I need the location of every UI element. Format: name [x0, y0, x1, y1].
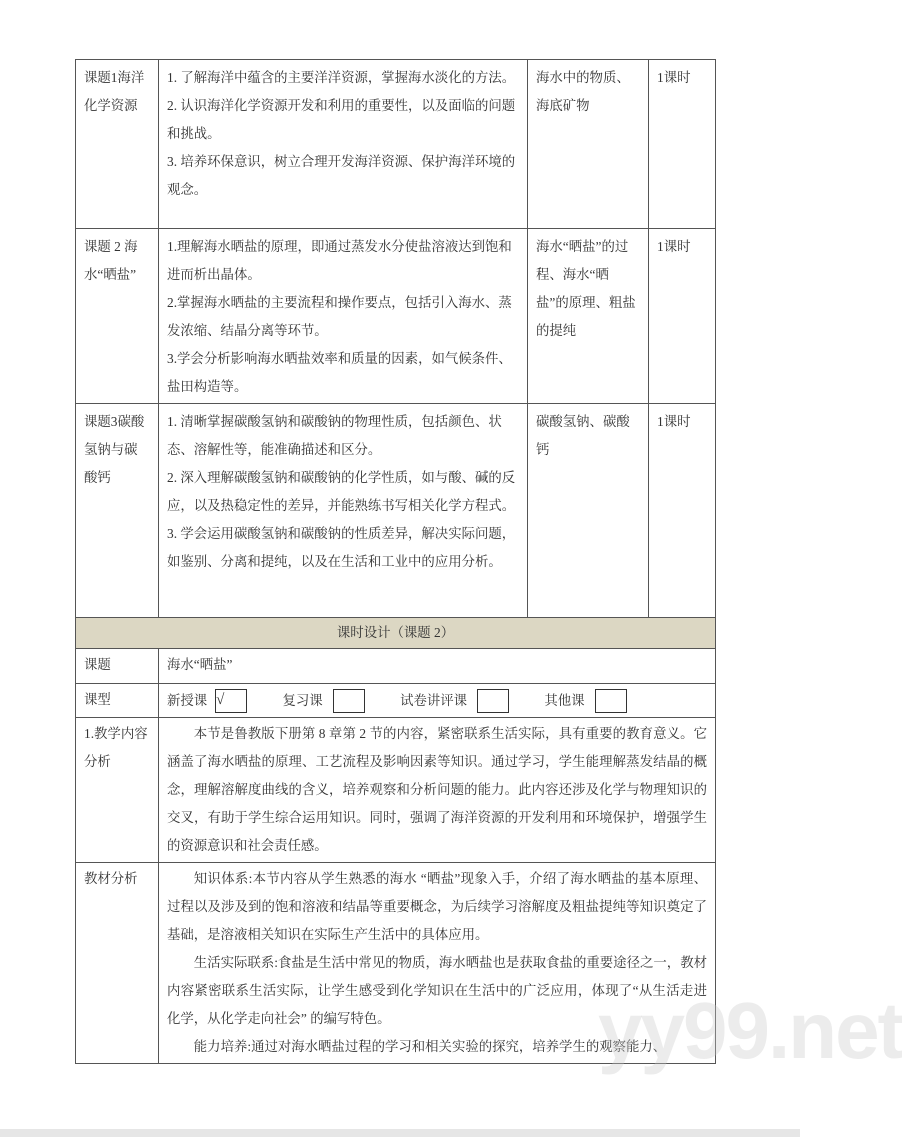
table-row [76, 862, 716, 1063]
textbook-paragraph: 知识体系:本节内容从学生熟悉的海水 “晒盐”现象入手，介绍了海水晒盐的基本原理、过程以及涉及到的饱和溶液和结晶等重要概念，为后续学习溶解度及粗盐提纯等知识奠定了基础，是溶液相关知识在实际生产生活中的具体应用。 [167, 870, 708, 942]
page-bottom-edge [0, 1129, 800, 1137]
checkbox-review-lesson[interactable] [333, 689, 365, 713]
content-analysis-cell [159, 717, 716, 862]
hours-cell: 1课时 [649, 60, 716, 229]
type-option-label: 复习课 [282, 692, 323, 708]
objective: 3. 培养环保意识，树立合理开发海洋资源、保护海洋环境的观念。 [167, 154, 516, 197]
objectives-cell [159, 60, 528, 229]
type-option-label: 新授课 [167, 692, 208, 708]
objective: 2.掌握海水晒盐的主要流程和操作要点，包括引入海水、蒸发浓缩、结晶分离等环节。 [167, 295, 512, 338]
checkbox-other-lesson[interactable] [595, 689, 627, 713]
textbook-paragraph: 生活实际联系:食盐是生活中常见的物质，海水晒盐也是获取食盐的重要途径之一，教材内容紧密联系生活实际，让学生感受到化学知识在生活中的广泛应用，体现了“从生活走进化学，从化学走向社会” 的编写特色。 [167, 954, 708, 1026]
section-header-row [76, 618, 716, 649]
type-option-label: 其他课 [544, 692, 585, 708]
table-row [76, 684, 716, 718]
objective: 1. 清晰掌握碳酸氢钠和碳酸钠的物理性质，包括颜色、状态、溶解性等，能准确描述和区分。 [167, 414, 502, 457]
table-row [76, 717, 716, 862]
table-row [76, 229, 716, 404]
topic-cell: 课题 2 海水“晒盐” [76, 229, 159, 404]
topic-value: 海水“晒盐” [159, 649, 716, 684]
objective: 3.学会分析影响海水晒盐效率和质量的因素，如气候条件、盐田构造等。 [167, 351, 512, 394]
type-label: 课型 [76, 684, 159, 718]
textbook-paragraph: 能力培养:通过对海水晒盐过程的学习和相关实验的探究，培养学生的观察能力、 [193, 1038, 667, 1054]
topic-cell: 课题1海洋化学资源 [76, 60, 159, 229]
textbook-analysis-label: 教材分析 [76, 862, 159, 1063]
table-row [76, 649, 716, 684]
objective: 2. 深入理解碳酸氢钠和碳酸钠的化学性质，如与酸、碱的反应，以及热稳定性的差异，并能熟练书写相关化学方程式。 [167, 470, 516, 513]
textbook-analysis-cell [159, 862, 716, 1063]
objective: 2. 认识海洋化学资源开发和利用的重要性，以及面临的问题和挑战。 [167, 98, 516, 141]
topic-label: 课题 [76, 649, 159, 684]
type-option-label: 试卷讲评课 [400, 692, 468, 708]
section-header: 课时设计（课题 2） [76, 618, 716, 649]
hours-cell: 1课时 [649, 229, 716, 404]
content-cell: 海水中的物质、海底矿物 [528, 60, 649, 229]
table-row [76, 60, 716, 229]
objective: 1. 了解海洋中蕴含的主要洋洋资源，掌握海水淡化的方法。 [167, 70, 516, 85]
hours-cell: 1课时 [649, 404, 716, 629]
objective: 3. 学会运用碳酸氢钠和碳酸钠的性质差异，解决实际问题，如鉴别、分离和提纯，以及在生活和工业中的应用分析。 [167, 526, 516, 569]
content-cell: 碳酸氢钠、碳酸钙 [528, 404, 649, 629]
type-options [159, 684, 716, 718]
checkbox-new-lesson[interactable]: √ [215, 689, 247, 713]
content-analysis-text: 本节是鲁教版下册第 8 章第 2 节的内容，紧密联系生活实际，具有重要的教育意义。它涵盖了海水晒盐的原理、工艺流程及影响因素等知识。通过学习，学生能理解蒸发结晶的概念，理解溶解度曲线的含义，培养观察和分析问题的能力。此内容还涉及化学与物理知识的交叉，有助于学生综合运用知识。同时，强调了海洋资源的开发利用和环境保护，增强学生的资源意识和社会责任感。 [167, 725, 708, 853]
checkbox-exam-review-lesson[interactable] [477, 689, 509, 713]
content-analysis-label: 1.教学内容分析 [76, 717, 159, 862]
objective: 1.理解海水晒盐的原理，即通过蒸发水分使盐溶液达到饱和进而析出晶体。 [167, 239, 512, 282]
table-row [76, 404, 716, 629]
topics-table [75, 59, 716, 629]
objectives-cell [159, 229, 528, 404]
objectives-cell [159, 404, 528, 629]
lesson-design-table [75, 617, 716, 1064]
content-cell: 海水“晒盐”的过程、海水“晒盐”的原理、粗盐的提纯 [528, 229, 649, 404]
watermark: yy99.net [598, 986, 902, 1075]
topic-cell: 课题3碳酸氢钠与碳酸钙 [76, 404, 159, 629]
